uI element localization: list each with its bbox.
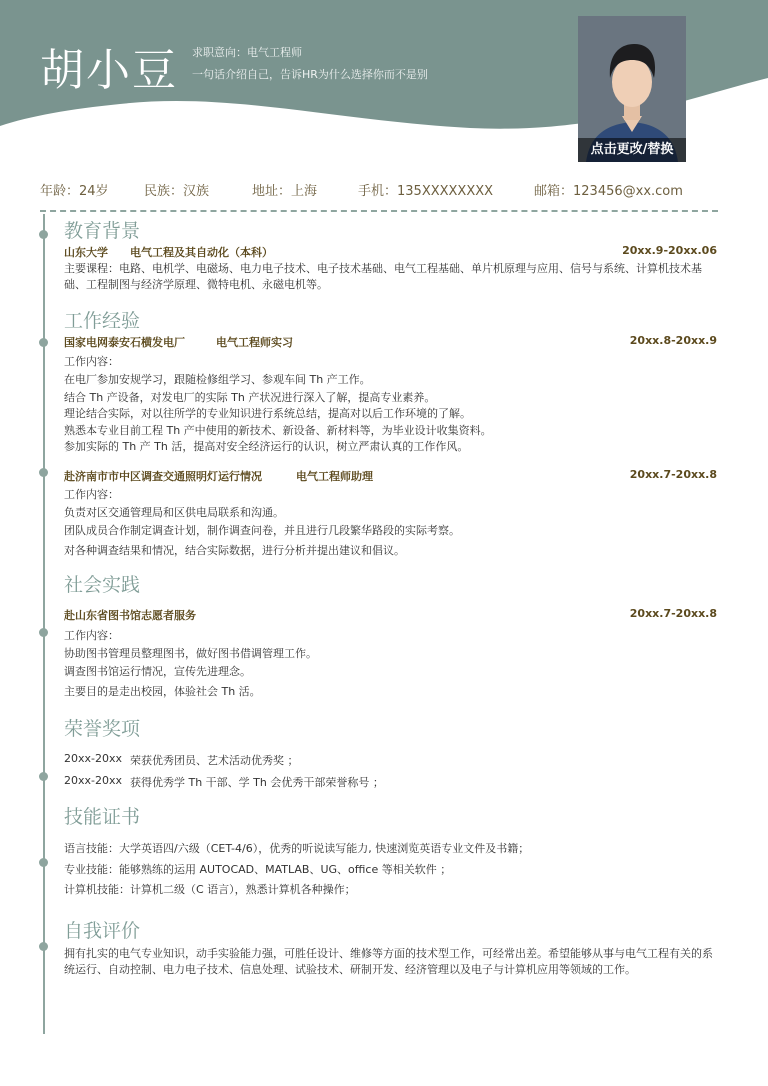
work-line: 理论结合实际，对以往所学的专业知识进行系统总结，提高对以后工作环境的了解。 xyxy=(64,407,471,420)
change-photo-button[interactable]: 点击更改/替换 xyxy=(578,138,686,162)
honor-date: 20xx-20xx xyxy=(64,752,123,765)
section-title-work: 工作经验 xyxy=(64,310,141,332)
education-courses: 主要课程：电路、电机学、电磁场、电力电子技术、电子技术基础、电气工程基础、单片机原理与应用、信号与系统、计算机技术基础、工程制图与经济学原理、微特电机、永磁电机等。 xyxy=(64,262,702,291)
major-name: 电气工程及其自动化（本科） xyxy=(130,246,273,259)
work-org: 赴济南市市中区调查交通照明灯运行情况 xyxy=(64,470,262,483)
skill-item: 计算机技能：计算机二级（C 语言），熟悉计算机各种操作； xyxy=(64,883,356,896)
work-line: 在电厂参加安规学习，跟随检修组学习、参观车间 Th 产工作。 xyxy=(64,373,371,386)
social-line: 主要目的是走出校园，体验社会 Th 活。 xyxy=(64,685,261,698)
timeline-dot xyxy=(39,230,48,239)
school-name: 山东大学 xyxy=(64,246,108,259)
info-address: 地址：上海 xyxy=(252,184,318,199)
section-title-self: 自我评价 xyxy=(64,920,141,942)
work-date: 20xx.8-20xx.9 xyxy=(629,334,717,347)
timeline-line xyxy=(43,214,45,1034)
timeline-dot xyxy=(39,858,48,867)
work-role: 电气工程师实习 xyxy=(216,336,293,349)
job-intent: 求职意向：电气工程师 xyxy=(192,46,302,59)
social-org: 赴山东省图书馆志愿者服务 xyxy=(64,609,196,622)
work-line: 结合 Th 产设备，对发电厂的实际 Th 产状况进行深入了解，提高专业素养。 xyxy=(64,391,436,404)
timeline-dot xyxy=(39,772,48,781)
work-line: 负责对区交通管理局和区供电局联系和沟通。 xyxy=(64,506,284,519)
header-divider xyxy=(40,210,718,212)
social-line: 工作内容： xyxy=(64,629,119,642)
info-ethnicity: 民族：汉族 xyxy=(144,184,210,199)
work-line: 工作内容： xyxy=(64,488,119,501)
section-title-social: 社会实践 xyxy=(64,574,141,596)
info-age: 年龄：24岁 xyxy=(40,184,109,199)
work-line: 工作内容： xyxy=(64,355,119,368)
skill-item: 专业技能：能够熟练的运用 AUTOCAD、MATLAB、UG、office 等相关软件 ； xyxy=(64,863,452,876)
info-email: 邮箱：123456@xx.com xyxy=(534,184,683,199)
timeline-dot xyxy=(39,628,48,637)
work-line: 参加实际的 Th 产 Th 活，提高对安全经济运行的认识，树立严肃认真的工作作风。 xyxy=(64,440,469,453)
timeline-dot xyxy=(39,468,48,477)
honor-text: 荣获优秀团员、艺术活动优秀奖 ； xyxy=(130,754,299,767)
social-line: 调查图书馆运行情况，宣传先进理念。 xyxy=(64,665,251,678)
timeline-dot xyxy=(39,942,48,951)
work-line: 熟悉本专业目前工程 Th 产中使用的新技术、新设备、新材料等，为毕业设计收集资料。 xyxy=(64,424,492,437)
honor-text: 获得优秀学 Th 干部、学 Th 会优秀干部荣誉称号 ； xyxy=(130,776,384,789)
timeline-dot xyxy=(39,338,48,347)
section-title-skills: 技能证书 xyxy=(64,806,141,828)
tagline: 一句话介绍自己，告诉HR为什么选择你而不是别 xyxy=(192,68,428,81)
work-line: 对各种调查结果和情况，结合实际数据，进行分析并提出建议和倡议。 xyxy=(64,544,405,557)
profile-photo[interactable] xyxy=(578,16,686,162)
self-evaluation-text: 拥有扎实的电气专业知识，动手实验能力强，可胜任设计、维修等方面的技术型工作，可经常出差。希望能够从事与电气工程有关的系统运行、自动控制、电力电子技术、信息处理、试验技术、研制开发、经济管理以及电子与计算机应用等领域的工作。 xyxy=(64,947,713,976)
honor-date: 20xx-20xx xyxy=(64,774,123,787)
section-title-honors: 荣誉奖项 xyxy=(64,718,141,740)
work-org: 国家电网泰安石横发电厂 xyxy=(64,336,185,349)
work-date: 20xx.7-20xx.8 xyxy=(629,468,717,481)
info-phone: 手机：135XXXXXXXX xyxy=(358,184,494,199)
skill-item: 语言技能：大学英语四/六级（CET-4/6），优秀的听说读写能力, 快速浏览英语专业文件及书籍； xyxy=(64,842,530,855)
education-date: 20xx.9-20xx.06 xyxy=(622,244,717,257)
social-date: 20xx.7-20xx.8 xyxy=(629,607,717,620)
section-title-education: 教育背景 xyxy=(64,220,141,242)
social-line: 协助图书管理员整理图书，做好图书借调管理工作。 xyxy=(64,647,317,660)
candidate-name: 胡小豆 xyxy=(40,45,178,96)
work-line: 团队成员合作制定调查计划，制作调查问卷，并且进行几段繁华路段的实际考察。 xyxy=(64,524,460,537)
work-role: 电气工程师助理 xyxy=(296,470,373,483)
